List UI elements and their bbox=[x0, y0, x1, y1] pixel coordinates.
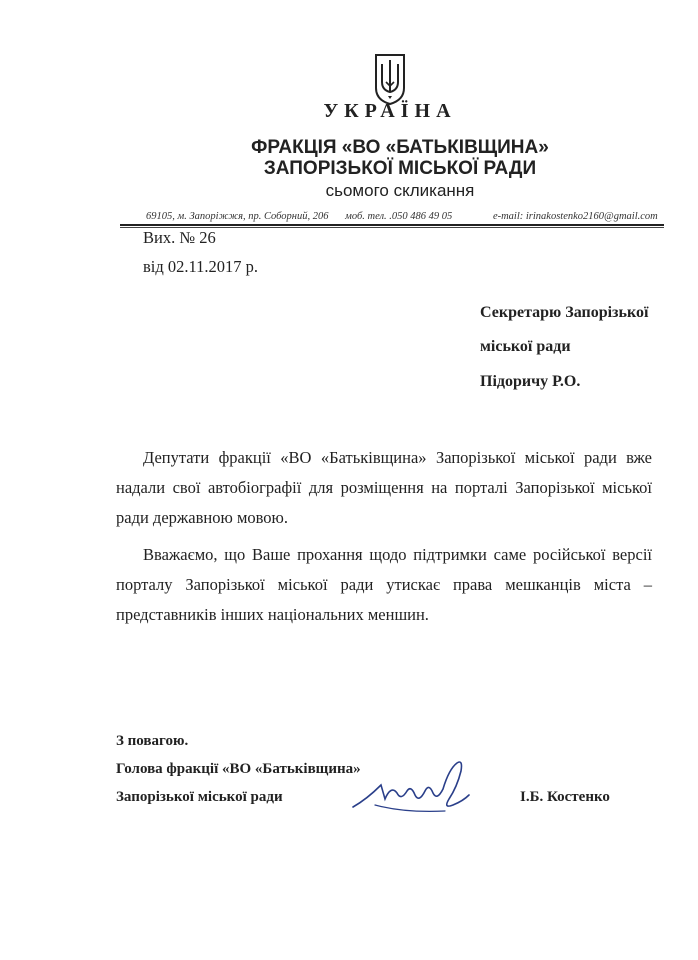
outgoing-date: від 02.11.2017 р. bbox=[143, 257, 259, 276]
signer-name: І.Б. Костенко bbox=[520, 789, 610, 805]
handwritten-signature-icon bbox=[345, 755, 505, 825]
council-title: ЗАПОРІЗЬКОЇ МІСЬКОЇ РАДИ bbox=[263, 158, 537, 179]
addressee-line-3: Підоричу Р.О. bbox=[480, 373, 581, 390]
body-paragraph-2-text: Вважаємо, що Ваше прохання щодо підтримки саме російської версії порталу Запорізької міської ради утискає права мешканців міста – представників інших національних меншин. bbox=[116, 545, 652, 624]
country-name: УКРАЇНА bbox=[323, 100, 457, 122]
convocation-label: сьомого скликання bbox=[325, 181, 475, 200]
email-address: e-mail: irinakostenko2160@gmail.com bbox=[492, 211, 658, 222]
body-paragraph-2 bbox=[116, 540, 652, 630]
faction-title: ФРАКЦІЯ «ВО «БАТЬКІВЩИНА» bbox=[251, 137, 549, 158]
trident-coat-of-arms-icon bbox=[373, 52, 407, 106]
body-paragraph-1 bbox=[116, 443, 652, 533]
contact-line bbox=[146, 211, 658, 222]
outgoing-number: Вих. № 26 bbox=[143, 228, 216, 247]
signer-title-line-2: Запорізької міської ради bbox=[116, 789, 283, 805]
body-paragraph-1-text: Депутати фракції «ВО «Батьківщина» Запорізької міської ради вже надали свої автобіографії для розміщення на порталі Запорізької міської ради державною мовою. bbox=[116, 448, 652, 527]
closing-regards: З повагою. bbox=[116, 733, 189, 749]
letterhead-divider bbox=[120, 224, 664, 226]
phone-number: моб. тел. .050 486 49 05 bbox=[345, 211, 453, 222]
postal-address: 69105, м. Запоріжжя, пр. Соборний, 206 bbox=[146, 211, 329, 222]
addressee-line-1: Секретарю Запорізької bbox=[480, 304, 649, 321]
signer-title-line-1: Голова фракції «ВО «Батьківщина» bbox=[116, 761, 361, 777]
addressee-line-2: міської ради bbox=[480, 338, 571, 355]
